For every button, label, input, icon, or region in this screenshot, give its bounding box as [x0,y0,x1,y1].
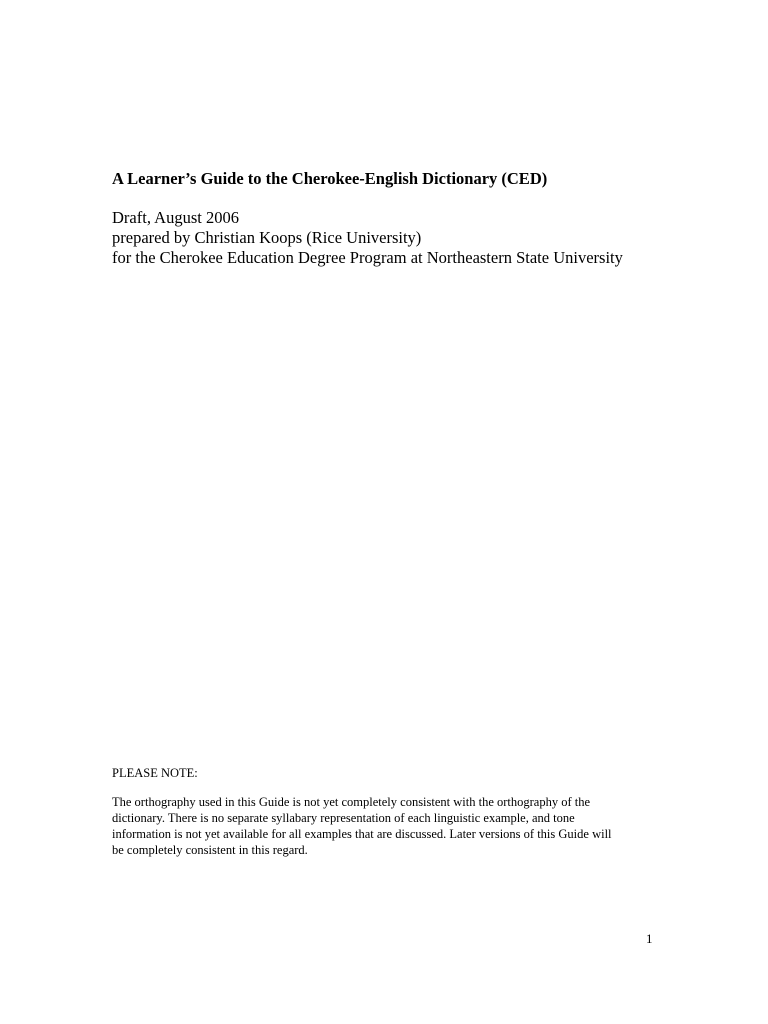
program-line: for the Cherokee Education Degree Program at Northeastern State University [112,248,623,267]
document-meta [112,208,623,268]
page-number: 1 [646,931,653,946]
note-heading: PLEASE NOTE: [112,766,198,780]
note-line: information is not yet available for all examples that are discussed. Later versions of this Guide will [112,827,612,841]
document-title: A Learner’s Guide to the Cherokee-English Dictionary (CED) [112,169,548,188]
author-line: prepared by Christian Koops (Rice University) [112,228,422,247]
note-paragraph [112,794,634,858]
draft-date-line: Draft, August 2006 [112,208,239,227]
note-line: be completely consistent in this regard. [112,843,308,857]
note-line: dictionary. There is no separate syllabary representation of each linguistic example, and tone [112,811,575,825]
note-line: The orthography used in this Guide is not yet completely consistent with the orthography of the [112,795,591,809]
